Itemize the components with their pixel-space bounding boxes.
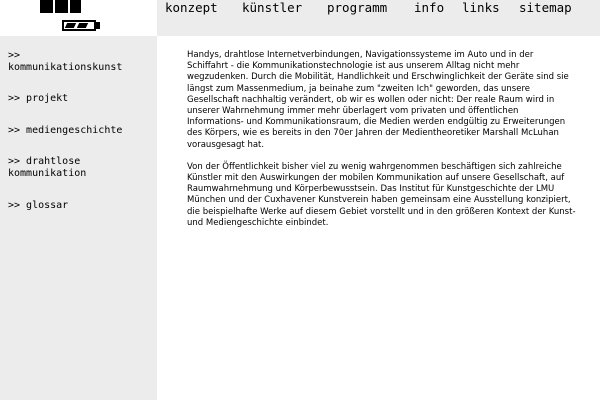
nav-sitemap[interactable]: sitemap [519, 0, 572, 15]
nav-kuenstler[interactable]: künstler [242, 0, 303, 15]
sidebar-item-glossar[interactable]: >> glossar [8, 200, 69, 211]
sidebar-item-mediengeschichte[interactable]: >> mediengeschichte [8, 125, 123, 136]
logo[interactable] [0, 0, 157, 36]
logo-block-3 [70, 0, 81, 13]
top-navigation [157, 0, 600, 36]
content-paragraph: Handys, drahtlose Internetverbindungen, Navigationssysteme im Auto und in der Schiffahrt - die Kommunikationstechnologie ist aus unserem Alltag nicht mehr wegzudenken. Durch die Mobilität, Handlichkeit und Erschwinglichkeit der Geräte sind sie längst zum Massenmedium, ja beinahe zum "zweiten Ich" geworden, das unsere Gesellschaft nachhaltig verändert, ob wir es wollen oder nicht: Der reale Raum wird in unserer Wahrnehmung immer mehr überlagert vom privaten und öffentlichen Informations- und Kommunikationsraum, die Medien werden endgültig zu Erweiterungen des Körpers, wie es bereits in den 70er Jahren der Medientheoretiker Marshall McLuhan vorausgesagt hat. [187, 50, 569, 150]
nav-konzept[interactable]: konzept [165, 0, 218, 15]
sidebar-item-projekt[interactable]: >> projekt [8, 93, 69, 104]
logo-block-2 [55, 0, 68, 13]
nav-info[interactable]: info [414, 0, 445, 15]
main-content [187, 50, 577, 240]
content-paragraph: Von der Öffentlichkeit bisher viel zu wenig wahrgenommen beschäftigen sich zahlreiche Künstler mit den Auswirkungen der mobilen Kommunikation auf unsere Gesellschaft, auf Raumwahrnehmung und Körperbewusstsein. Das Institut für Kunstgeschichte der LMU München und der Cuxhavener Kunstverein haben gemeinsam eine Ausstellung konzipiert, die beispielhafte Werke auf diesem Gebiet vorstellt und in den größeren Kontext der Kunst- und Mediengeschichte einbindet. [187, 161, 576, 228]
sidebar-item-drahtlose-kommunikation[interactable]: >> drahtlose kommunikation [8, 156, 87, 179]
nav-programm[interactable]: programm [327, 0, 388, 15]
nav-links[interactable]: links [462, 0, 500, 15]
sidebar [0, 36, 157, 400]
sidebar-item-kommunikationskunst[interactable]: >> kommunikationskunst [8, 50, 123, 73]
battery-tip-icon [96, 22, 100, 29]
logo-block-1 [40, 0, 53, 13]
